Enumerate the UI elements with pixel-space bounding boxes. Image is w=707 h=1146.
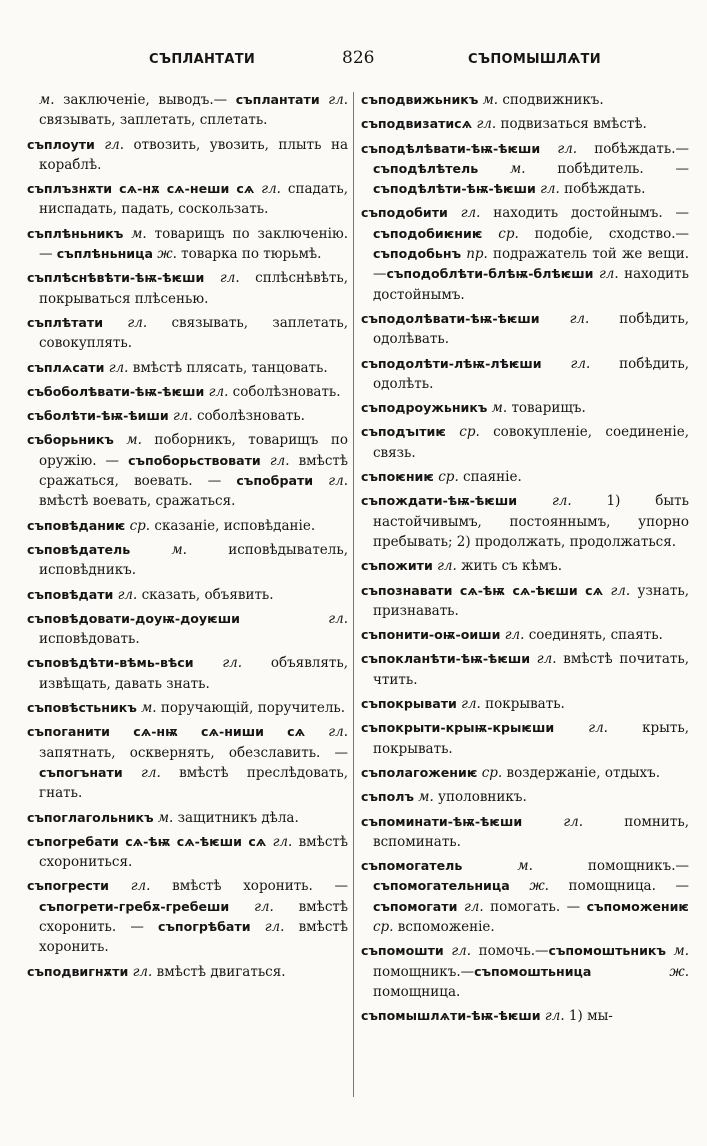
grammar-abbreviation: гл. — [540, 181, 560, 198]
grammar-abbreviation: гл. — [598, 266, 619, 283]
grammar-abbreviation: гл. — [132, 963, 153, 980]
definition-text: помочь.— — [471, 943, 549, 960]
headword: съподвигнѫти — [27, 963, 129, 979]
grammar-abbreviation: гл. — [172, 408, 193, 425]
definition-text — [446, 424, 459, 440]
dictionary-entry — [27, 179, 348, 220]
grammar-abbreviation: ж. — [669, 963, 689, 980]
dictionary-entry — [361, 941, 689, 1002]
dictionary-entry — [27, 698, 348, 718]
definition-text: подвизаться вмѣстѣ. — [496, 116, 647, 133]
definition-text — [554, 720, 588, 736]
definition-text: помощникъ.— — [532, 858, 689, 875]
definition-text: защитникъ дѣла. — [173, 809, 299, 826]
grammar-abbreviation: ср. — [129, 517, 151, 534]
headword: съпоѥниѥ — [361, 469, 434, 485]
grammar-abbreviation: гл. — [272, 833, 293, 850]
grammar-abbreviation: гл. — [437, 558, 457, 575]
grammar-abbreviation: м. — [418, 789, 434, 806]
dictionary-entry — [27, 653, 348, 694]
dictionary-entry — [27, 585, 348, 605]
headword: съподвизатисѧ — [361, 116, 473, 132]
column-divider — [353, 92, 354, 1097]
dictionary-entry — [361, 649, 689, 690]
headword: съподѣлѣвати-ѣѭ-ѣѥши — [361, 140, 541, 156]
headword: съпожити — [361, 558, 433, 574]
dictionary-entry — [361, 787, 689, 807]
grammar-abbreviation: м. — [482, 92, 499, 108]
headword: съплѣтати — [27, 314, 104, 330]
definition-text: побѣдить, одолѣть. — [373, 355, 689, 392]
definition-text — [542, 356, 571, 372]
dictionary-entry — [361, 556, 689, 576]
dictionary-entry — [27, 313, 348, 354]
dictionary-entry — [361, 309, 689, 350]
headword: съпомоштьникъ — [548, 943, 666, 959]
headword: съпомошти — [361, 943, 444, 959]
definition-text — [95, 137, 104, 153]
headword: съплѣньница — [56, 246, 153, 262]
grammar-abbreviation: гл. — [328, 473, 348, 490]
definition-text: сплѣснѣвѣть, покрываться плѣсенью. — [39, 270, 348, 307]
grammar-abbreviation: гл. — [460, 205, 481, 222]
grammar-abbreviation: гл. — [563, 813, 584, 830]
grammar-abbreviation: гл. — [254, 898, 274, 915]
dictionary-entry — [27, 832, 348, 873]
dictionary-entry — [27, 382, 348, 402]
definition-text — [313, 473, 328, 489]
grammar-abbreviation: гл. — [328, 610, 348, 627]
dictionary-entry — [361, 467, 689, 487]
definition-text — [540, 141, 557, 157]
running-header — [0, 46, 707, 76]
headword: събоболѣвати-ѣѭ-ѣѥши — [27, 383, 205, 399]
grammar-abbreviation: гл. — [328, 92, 348, 108]
definition-text: вмѣстѣ схорониться. — [39, 833, 348, 871]
definition-text: товарищъ. — [507, 400, 586, 417]
definition-text — [666, 943, 674, 959]
definition-text: вмѣстѣ двигаться. — [152, 963, 286, 980]
definition-text: отвозить, увозить, плыть на кораблѣ. — [39, 136, 348, 173]
headword: съпокланѣти-ѣѭ-ѣѥши — [361, 651, 531, 667]
headword: съповѣдѣти-вѣмь-вѣси — [27, 655, 194, 671]
headword: съпогрести — [27, 878, 110, 894]
definition-text — [517, 493, 552, 509]
definition-text: вмѣстѣ хоронить. — [39, 918, 348, 956]
definition-text: подражатель той же вещи.— — [373, 246, 689, 283]
headword: съполагожениѥ — [361, 764, 478, 780]
headword: съподѣлѣти-ѣѭ-ѣѥши — [373, 181, 536, 197]
definition-text: исповѣдыватель, исповѣдникъ. — [39, 541, 348, 579]
headword: съпоганити сѧ-нѭ сѧ-ниши сѧ — [27, 724, 306, 740]
definition-text — [123, 765, 141, 781]
right-column — [361, 90, 689, 1100]
grammar-abbreviation: ср. — [481, 764, 503, 781]
definition-text — [591, 964, 669, 980]
definition-text: связывать, заплетать, сплетать. — [39, 112, 268, 129]
headword: съпомышлѧти-ѣѭ-ѣѥши — [361, 1008, 541, 1024]
headword: съподобьнъ — [373, 246, 462, 262]
definition-text: поборникъ, товарищъ по оружію. — — [39, 432, 348, 469]
dictionary-entry — [27, 876, 348, 957]
grammar-abbreviation: пр. — [466, 246, 488, 263]
grammar-abbreviation: гл. — [208, 383, 229, 400]
grammar-abbreviation: ж. — [157, 246, 177, 263]
definition-text: покрывать. — [480, 696, 565, 713]
definition-text: крыть, покрывать. — [373, 720, 689, 757]
headword: съполъ — [361, 789, 414, 805]
definition-text — [229, 899, 254, 915]
grammar-abbreviation: гл. — [269, 452, 290, 469]
definition-text: побѣдитель. — — [525, 160, 689, 177]
definition-text: подобіе, сходство.— — [518, 225, 689, 242]
definition-text — [530, 651, 537, 667]
definition-text: помнить, вспоминать. — [373, 813, 689, 850]
grammar-abbreviation: ср. — [438, 469, 459, 486]
grammar-abbreviation: м. — [39, 92, 55, 108]
grammar-abbreviation: м. — [491, 400, 508, 417]
definition-text — [482, 226, 498, 242]
headword: съпонити-оѭ-оиши — [361, 627, 501, 643]
grammar-abbreviation: гл. — [127, 314, 148, 331]
dictionary-entry — [361, 718, 689, 759]
dictionary-entry — [27, 808, 348, 828]
grammar-abbreviation: гл. — [461, 696, 481, 713]
headword: съпомоштьница — [474, 963, 592, 979]
page-number: 826 — [342, 48, 375, 68]
definition-text: находить достойнымъ. — — [480, 205, 689, 222]
headword: съподолѣвати-ѣѭ-ѣѥши — [361, 310, 540, 326]
definition-text — [478, 161, 510, 177]
dictionary-entry — [27, 268, 348, 309]
grammar-abbreviation: гл. — [569, 310, 590, 327]
definition-text — [204, 270, 220, 286]
grammar-abbreviation: гл. — [588, 720, 608, 737]
dictionary-entry — [361, 398, 689, 418]
dictionary-entry — [27, 358, 348, 378]
definition-text — [109, 878, 131, 894]
headword: съповѣдати — [27, 586, 114, 602]
definition-text: совокупленіе, соединеніе, связь. — [373, 424, 689, 461]
grammar-abbreviation: м. — [171, 541, 187, 558]
header-left-headword: СЪПЛАНТАТИ — [149, 52, 256, 67]
headword: съподоблѣти-блѣѭ-блѣѥши — [386, 266, 594, 282]
dictionary-entry — [27, 135, 348, 176]
definition-text: вмѣстѣ хоронить. — — [150, 878, 348, 895]
headword: съподъıтиѥ — [361, 424, 446, 440]
definition-text: вмѣстѣ схоронить. — — [39, 898, 348, 935]
header-right-headword: СЪПОМЫШЛѦТИ — [468, 52, 601, 67]
headword: съпоглагольникъ — [27, 809, 154, 825]
dictionary-entry — [361, 114, 689, 134]
dictionary-entry — [27, 609, 348, 650]
headword: съподроужьникъ — [361, 400, 488, 416]
definition-text — [194, 655, 223, 671]
definition-text: 1) быть настойчивымъ, постояннымъ, упорно пребывать; 2) продолжать, продолжаться. — [373, 493, 689, 550]
grammar-abbreviation: гл. — [117, 586, 138, 603]
definition-text: помощникъ.— — [373, 963, 475, 980]
dictionary-entry — [27, 224, 348, 265]
dictionary-entry — [361, 812, 689, 853]
grammar-abbreviation: гл. — [219, 270, 240, 287]
headword: съпомогательница — [373, 878, 510, 894]
definition-text: — — [213, 92, 236, 108]
dictionary-entry — [27, 90, 348, 131]
grammar-abbreviation: м. — [131, 225, 147, 242]
definition-text: соболѣзновать. — [192, 408, 305, 425]
definition-text: товарка по тюрьмѣ. — [176, 246, 322, 263]
dictionary-entry — [361, 694, 689, 714]
grammar-abbreviation: гл. — [328, 724, 348, 741]
definition-text: соболѣзновать. — [228, 383, 341, 400]
grammar-abbreviation: м. — [157, 809, 174, 826]
definition-text: заключеніе, выводъ. — [54, 92, 214, 108]
grammar-abbreviation: гл. — [557, 140, 578, 157]
definition-text: вспоможеніе. — [393, 918, 495, 935]
headword: съподолѣти-лѣѭ-лѣѥши — [361, 355, 542, 371]
definition-text: побѣждать.— — [577, 140, 689, 157]
dictionary-entry — [361, 203, 689, 304]
definition-text — [448, 205, 461, 221]
grammar-abbreviation: гл. — [463, 898, 484, 915]
dictionary-entry — [27, 722, 348, 803]
headword: съповѣдатель — [27, 541, 131, 557]
headword: съпоминати-ѣѭ-ѣѥши — [361, 813, 523, 829]
grammar-abbreviation: гл. — [504, 627, 525, 644]
headword: съплъзнѫти сѧ-нѫ сѧ-неши сѧ — [27, 181, 255, 197]
grammar-abbreviation: м. — [673, 943, 689, 960]
grammar-abbreviation: гл. — [222, 655, 243, 672]
headword: съплантати — [235, 92, 320, 107]
dictionary-entry — [361, 139, 689, 200]
headword: съпомогати — [373, 898, 458, 914]
dictionary-entry — [27, 430, 348, 511]
definition-text: поручающій, поручитель. — [156, 700, 346, 717]
headword: съборьникъ — [27, 432, 114, 448]
definition-text: помощница. — [373, 983, 461, 1000]
grammar-abbreviation: м. — [126, 432, 142, 449]
grammar-abbreviation: гл. — [141, 764, 161, 781]
headword: съпогрети-гребѫ-гребеши — [39, 898, 230, 914]
headword: съпокрывати — [361, 696, 457, 712]
grammar-abbreviation: гл. — [551, 493, 572, 510]
dictionary-entry — [361, 856, 689, 937]
dictionary-entry — [361, 625, 689, 645]
definition-text: вмѣстѣ преслѣдовать, гнать. — [39, 764, 348, 802]
definition-text: спадать, ниспадать, падать, соскользать. — [39, 181, 348, 218]
definition-text: спаяніе. — [458, 469, 522, 486]
definition-text: помогать. — — [483, 898, 587, 915]
headword: съпоможениѥ — [586, 898, 689, 914]
headword: съподобиѥниѥ — [373, 225, 483, 241]
definition-text — [103, 315, 127, 331]
grammar-abbreviation: ср. — [459, 424, 480, 441]
grammar-abbreviation: м. — [510, 160, 526, 177]
definition-text: находить достойнымъ. — [373, 266, 689, 303]
definition-text: узнать, признавать. — [373, 582, 689, 619]
definition-text: объявлять, извѣщать, давать знать. — [39, 655, 348, 692]
headword: съподвижьникъ — [361, 92, 479, 107]
definition-text — [540, 311, 570, 327]
definition-text — [251, 919, 265, 935]
headword: съпомогатель — [361, 858, 463, 874]
dictionary-entry — [361, 422, 689, 463]
definition-text — [522, 814, 563, 830]
grammar-abbreviation: гл. — [261, 181, 281, 198]
definition-text: 1) мы- — [564, 1008, 613, 1025]
grammar-abbreviation: гл. — [536, 651, 557, 668]
definition-text: запятнать, осквернять, обезславить. — — [39, 744, 348, 761]
grammar-abbreviation: гл. — [544, 1008, 565, 1025]
headword: съпобрати — [236, 473, 314, 489]
headword: съподобити — [361, 205, 448, 221]
definition-text: сказаніе, исповѣданіе. — [150, 517, 316, 534]
dictionary-entry — [27, 516, 348, 536]
definition-text: вмѣстѣ воевать, сражаться. — [39, 493, 236, 510]
dictionary-entry — [27, 540, 348, 581]
dictionary-entry — [361, 1006, 689, 1026]
definition-text: товарищъ по заключенію. — — [39, 225, 348, 263]
grammar-abbreviation: гл. — [108, 359, 129, 376]
headword: съповѣданиѥ — [27, 517, 126, 533]
grammar-abbreviation: ср. — [498, 225, 519, 242]
headword: съплѣньникъ — [27, 225, 124, 241]
grammar-abbreviation: гл. — [451, 943, 472, 960]
dictionary-entry — [361, 763, 689, 783]
headword: съплоути — [27, 136, 95, 152]
headword: съпогребати сѧ-ѣѭ сѧ-ѣѥши сѧ — [27, 833, 267, 849]
headword: съпогрѣбати — [157, 918, 251, 934]
dictionary-entry — [361, 491, 689, 552]
definition-text: вмѣстѣ почитать, чтить. — [373, 651, 689, 688]
definition-text — [462, 858, 517, 874]
definition-text — [240, 611, 328, 627]
left-column — [27, 90, 348, 1100]
headword: съпоборьствовати — [128, 452, 261, 468]
headword: съплѧсати — [27, 359, 105, 375]
headword: съболѣти-ѣѭ-ѣиши — [27, 408, 169, 424]
headword: съпогънати — [39, 764, 123, 780]
definition-text: соединять, спаять. — [524, 627, 663, 644]
headword: съподѣлѣтель — [373, 160, 479, 176]
grammar-abbreviation: ж. — [529, 878, 549, 895]
grammar-abbreviation: гл. — [264, 918, 285, 935]
grammar-abbreviation: гл. — [130, 878, 151, 895]
dictionary-entry — [361, 581, 689, 622]
headword: съповѣдовати-доуѭ-доуѥши — [27, 610, 240, 626]
definition-text: сказать, объявить. — [137, 586, 274, 603]
grammar-abbreviation: м. — [517, 858, 533, 875]
definition-text: вмѣстѣ сражаться, воевать. — — [39, 452, 348, 490]
grammar-abbreviation: м. — [141, 700, 157, 717]
definition-text: сподвижникъ. — [498, 92, 604, 108]
definition-text — [130, 542, 171, 558]
grammar-abbreviation: гл. — [610, 582, 631, 599]
headword: съпождати-ѣѭ-ѣѥши — [361, 493, 518, 509]
headword: съпокрыти-крыѭ-крыѥши — [361, 720, 555, 736]
definition-text: вмѣстѣ плясать, танцовать. — [128, 359, 328, 376]
dictionary-entry — [27, 962, 348, 982]
definition-text — [261, 453, 270, 469]
headword: съплѣснѣвѣти-ѣѭ-ѣѥши — [27, 270, 205, 286]
grammar-abbreviation: ср. — [373, 918, 394, 935]
definition-text — [305, 724, 328, 740]
headword: съпознавати сѧ-ѣѭ сѧ-ѣѥши сѧ — [361, 582, 604, 598]
headword: съповѣстьникъ — [27, 700, 137, 716]
definition-text — [320, 92, 329, 108]
definition-text: связывать, заплетать, совокуплять. — [39, 314, 348, 352]
grammar-abbreviation: гл. — [570, 355, 591, 372]
dictionary-entry — [27, 406, 348, 426]
dictionary-entry — [361, 90, 689, 110]
definition-text: воздержаніе, отдыхъ. — [502, 764, 661, 781]
grammar-abbreviation: гл. — [476, 116, 497, 133]
definition-text: исповѣдовать. — [39, 631, 140, 648]
definition-text: жить съ кѣмъ. — [456, 558, 562, 575]
definition-text: побѣждать. — [559, 181, 646, 198]
definition-text — [114, 432, 127, 448]
definition-text — [510, 878, 530, 894]
definition-text: уполовникъ. — [433, 789, 527, 806]
dictionary-entry — [361, 354, 689, 395]
grammar-abbreviation: гл. — [104, 136, 125, 153]
definition-text: помощница. — — [548, 878, 689, 895]
definition-text: побѣдить, одолѣвать. — [373, 310, 689, 348]
